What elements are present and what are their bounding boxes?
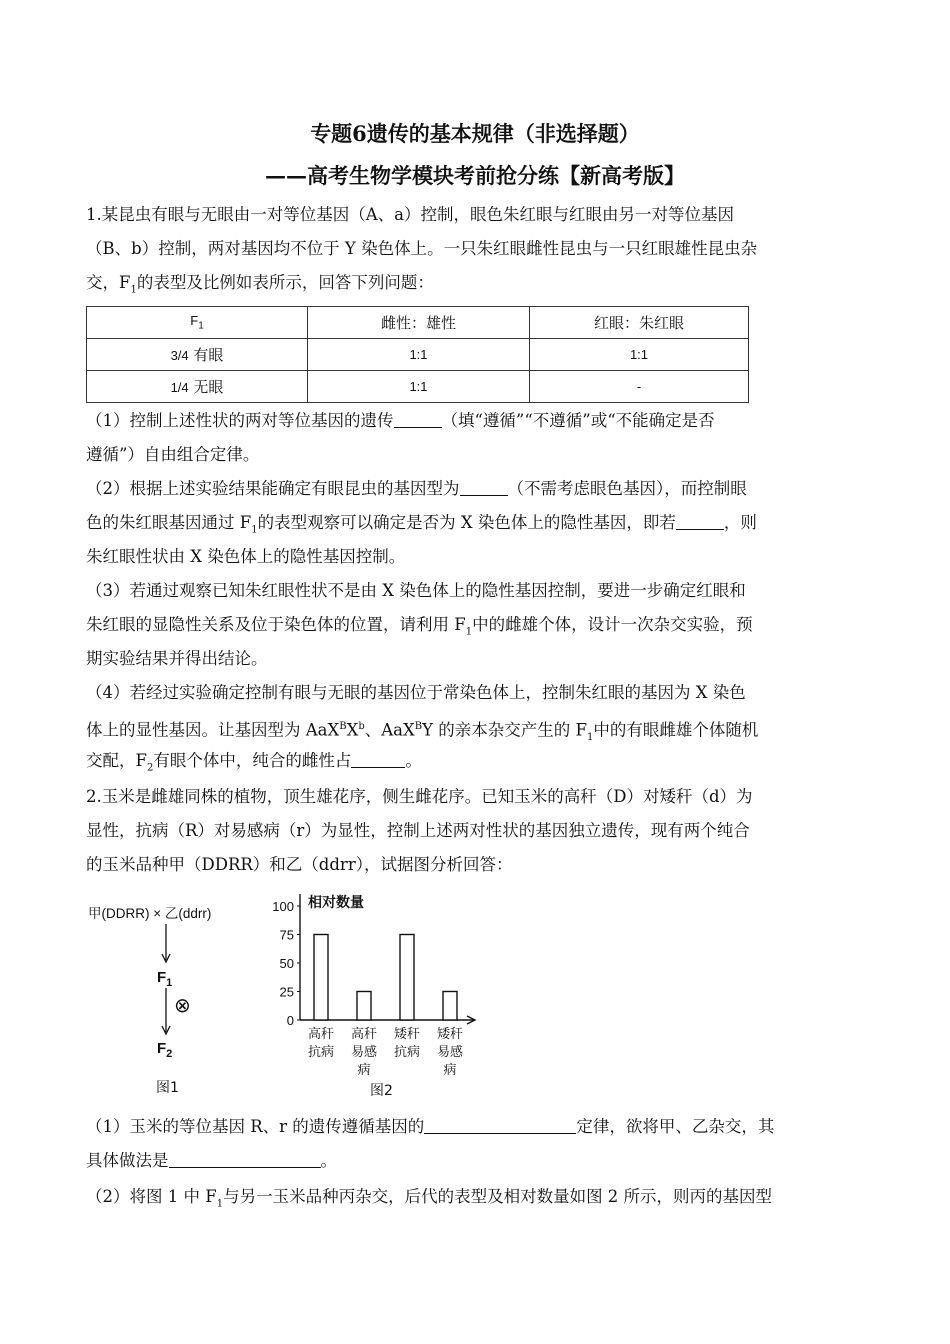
y-tick-label: 100 — [272, 899, 294, 914]
q1-sub2-line-1: （2）根据上述实验结果能确定有眼昆虫的基因型为 （不需考虑眼色基因），而控制眼 — [86, 472, 866, 506]
x-category-label: 易感 — [350, 1045, 378, 1060]
table-row — [87, 371, 749, 403]
figure-1 — [86, 892, 256, 1102]
x-category-label: 高秆 — [307, 1027, 335, 1042]
x-category-label: 矮秆 — [436, 1027, 464, 1042]
table-cell: - — [530, 371, 749, 403]
q1-sub3-line-3: 期实验结果并得出结论。 — [86, 649, 268, 668]
q2-sub1-line-2: 具体做法是 。 — [86, 1144, 866, 1178]
table-header-f1: $F_1$ — [87, 307, 308, 339]
answer-blank[interactable] — [169, 1147, 321, 1168]
x-category-label: 抗病 — [307, 1045, 335, 1060]
y-tick-label: 50 — [279, 956, 294, 971]
q1-sub4-line-3: 交配，$F_2$有眼个体中，纯合的雌性占 。 — [86, 744, 866, 785]
q1-sub4-line-1: （4）若经过实验确定控制有眼与无眼的基因位于常染色体上，控制朱红眼的基因为 X 染色 — [86, 683, 746, 702]
fig1-caption: 图1 — [156, 1080, 179, 1096]
q2-sub2-line-1: （2）将图 1 中 $F_1$与另一玉米品种丙杂交，后代的表型及相对数量如图 2 所示，则丙的基因型 — [86, 1187, 773, 1210]
q2-intro-line-1: 2.玉米是雌雄同株的植物，顶生雄花序，侧生雌花序。已知玉米的高秆（D）对矮秆（d）为 — [86, 787, 753, 806]
chart-title: 相对数量 — [308, 895, 364, 911]
q1-intro-line-1: 1.某昆虫有眼与无眼由一对等位基因（A、a）控制，眼色朱红眼与红眼由另一对等位基因 — [86, 205, 734, 224]
table-cell: 1:1 — [308, 339, 530, 371]
bar-3 — [400, 935, 414, 1021]
answer-blank[interactable] — [460, 475, 508, 496]
bar-2 — [357, 992, 371, 1021]
table-header-row — [87, 307, 749, 339]
y-tick-label: 75 — [279, 927, 294, 943]
q1-sub1-line-2: 遵循”）自由组合定律。 — [86, 445, 260, 464]
fig2-caption: 图2 — [370, 1083, 393, 1099]
table-row — [87, 339, 749, 371]
answer-blank[interactable] — [676, 509, 724, 530]
answer-blank[interactable] — [394, 407, 442, 428]
q1-sub2-line-3: 朱红眼性状由 X 染色体上的隐性基因控制。 — [86, 547, 406, 566]
q1-intro-line-3: 交，$F_1$的表型及比例如表所示，回答下列问题： — [86, 273, 434, 296]
q1-sub3-line-1: （3）若通过观察已知朱红眼性状不是由 X 染色体上的隐性基因控制，要进一步确定红眼和 — [86, 581, 746, 600]
x-category-label: 抗病 — [393, 1045, 421, 1060]
q1-sub4-line-2: 体上的显性基因。让基因型为 $AaX^BX^b$、AaX$^B$Y 的亲本杂交产生的 $F_1$中的有眼雌雄个体随机 — [86, 720, 759, 743]
q1-sub2-line-2: 色的朱红眼基因通过 $F_1$的表型观察可以确定是否为 X 染色体上的隐性基因，即若 ，则 — [86, 506, 866, 547]
answer-blank[interactable] — [351, 747, 405, 768]
q1-sub1-line-1: （1）控制上述性状的两对等位基因的遗传 （填“遵循”“不遵循”或“不能确定是否 — [86, 404, 866, 438]
x-category-label: 病 — [443, 1063, 457, 1078]
q2-intro-line-2: 显性，抗病（R）对易感病（r）为显性，控制上述两对性状的基因独立遗传，现有两个纯合 — [86, 821, 750, 840]
table-cell: 3/4 有眼 — [87, 339, 308, 371]
q1-intro-line-2: （B、b）控制，两对基因均不位于 Y 染色体上。一只朱红眼雌性昆虫与一只红眼雄性昆虫杂 — [86, 239, 758, 258]
page-subtitle: ——高考生物学模块考前抢分练【新高考版】 — [265, 163, 685, 188]
fig1-f2-label: $F_2$ — [157, 1040, 173, 1060]
table-cell: 1:1 — [308, 371, 530, 403]
y-tick-label: 0 — [286, 1013, 294, 1028]
fig1-cross-label: 甲(DDRR) × 乙(ddrr) — [88, 906, 212, 921]
table-cell: 1:1 — [530, 339, 749, 371]
table-header-sex-ratio: 雌性：雄性 — [308, 307, 530, 339]
q1-sub3-line-2: 朱红眼的显隐性关系及位于染色体的位置，请利用 $F_1$中的雌雄个体，设计一次杂交实验，预 — [86, 615, 753, 638]
f1-table — [86, 306, 749, 403]
bar-4 — [443, 992, 457, 1021]
selfing-icon: ⊗ — [174, 993, 191, 1017]
q2-sub1-line-1: （1）玉米的等位基因 R、r 的遗传遵循基因的 定律，欲将甲、乙杂交，其 — [86, 1110, 866, 1144]
fig1-f1-label: $F_1$ — [157, 969, 173, 989]
q2-intro-line-3: 的玉米品种甲（DDRR）和乙（ddrr），试据图分析回答： — [86, 855, 513, 874]
table-header-eye-ratio: 红眼：朱红眼 — [530, 307, 749, 339]
x-category-label: 病 — [357, 1063, 371, 1078]
x-category-label: 矮秆 — [393, 1027, 421, 1042]
x-category-label: 易感 — [436, 1045, 464, 1060]
figure-2-bar-chart — [262, 884, 492, 1102]
y-tick-label: 25 — [279, 984, 294, 1000]
bar-1 — [314, 935, 328, 1021]
page-title: 专题6遗传的基本规律（非选择题） — [310, 121, 640, 146]
table-cell: 1/4 无眼 — [87, 371, 308, 403]
x-category-label: 高秆 — [350, 1027, 378, 1042]
answer-blank[interactable] — [424, 1113, 576, 1134]
